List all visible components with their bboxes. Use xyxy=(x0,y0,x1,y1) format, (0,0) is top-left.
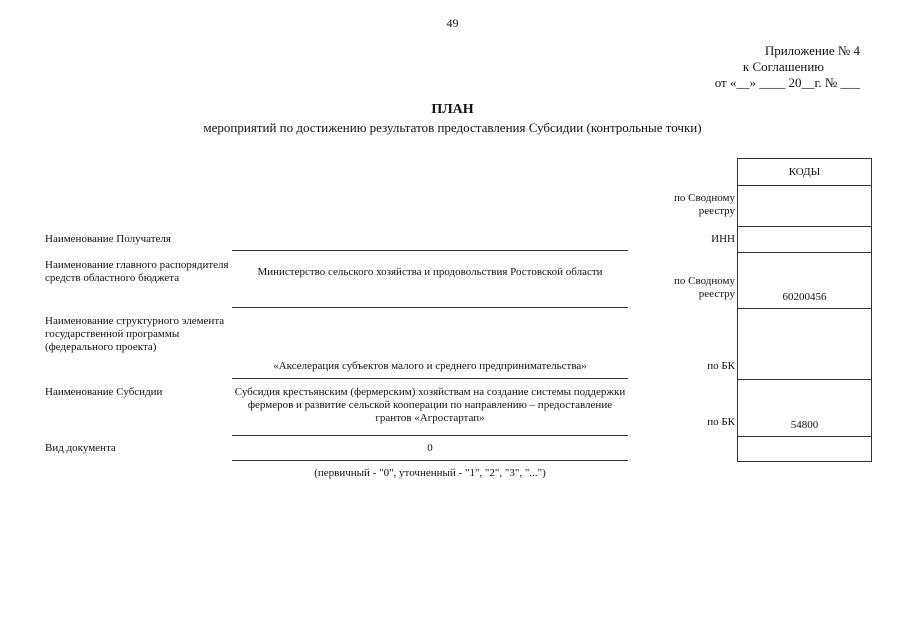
code-cell-inn xyxy=(738,227,871,253)
footnote: (первичный - "0", уточненный - "1", "2", "3", "...") xyxy=(314,467,546,479)
right-label-registry-2: по Сводному реестру xyxy=(673,275,735,300)
code-cell-program xyxy=(738,309,871,380)
appendix-line-1: Приложение № 4 xyxy=(764,43,860,58)
underline-doc-type xyxy=(232,460,628,461)
appendix-header xyxy=(600,43,860,91)
right-label-inn: ИНН xyxy=(711,233,735,245)
value-program: «Акселерация субъектов малого и среднего предпринимательства» xyxy=(273,360,587,372)
value-subsidy: Субсидия крестьянским (фермерским) хозяйствам на создание системы поддержки фермеров и развитие сельской кооперации по направлению – предоставление грантов «Агростартап» xyxy=(234,386,626,424)
right-label-bk-2: по БК xyxy=(707,416,735,428)
value-doc-type: 0 xyxy=(427,442,433,454)
code-cell-doc-type xyxy=(738,437,871,462)
codes-header: КОДЫ xyxy=(738,159,871,186)
codes-table xyxy=(737,158,872,462)
underline-program xyxy=(232,378,628,379)
label-recipient: Наименование Получателя xyxy=(45,233,171,245)
appendix-line-2: к Соглашению xyxy=(742,59,824,74)
right-label-registry: по Сводному реестру xyxy=(673,192,735,217)
underline-recipient xyxy=(232,250,628,251)
document-subtitle: мероприятий по достижению результатов предоставления Субсидии (контрольные точки) xyxy=(203,120,702,135)
page-number: 49 xyxy=(446,16,459,30)
code-cell-subsidy: 54800 xyxy=(738,380,871,437)
label-doc-type: Вид документа xyxy=(45,442,116,454)
right-label-bk: по БК xyxy=(707,360,735,372)
underline-ministry xyxy=(232,307,628,308)
label-ministry: Наименование главного распорядителя средств областного бюджета xyxy=(45,259,229,284)
label-program: Наименование структурного элемента государственной программы (федерального проекта) xyxy=(45,315,225,353)
code-cell-registry xyxy=(738,186,871,227)
code-cell-ministry: 60200456 xyxy=(738,253,871,309)
document-title: ПЛАН xyxy=(431,102,474,117)
underline-subsidy xyxy=(232,435,628,436)
appendix-line-3: от «__» ____ 20__г. № ___ xyxy=(714,75,860,90)
label-subsidy: Наименование Субсидии xyxy=(45,386,163,398)
value-ministry: Министерство сельского хозяйства и продовольствия Ростовской области xyxy=(257,266,603,278)
